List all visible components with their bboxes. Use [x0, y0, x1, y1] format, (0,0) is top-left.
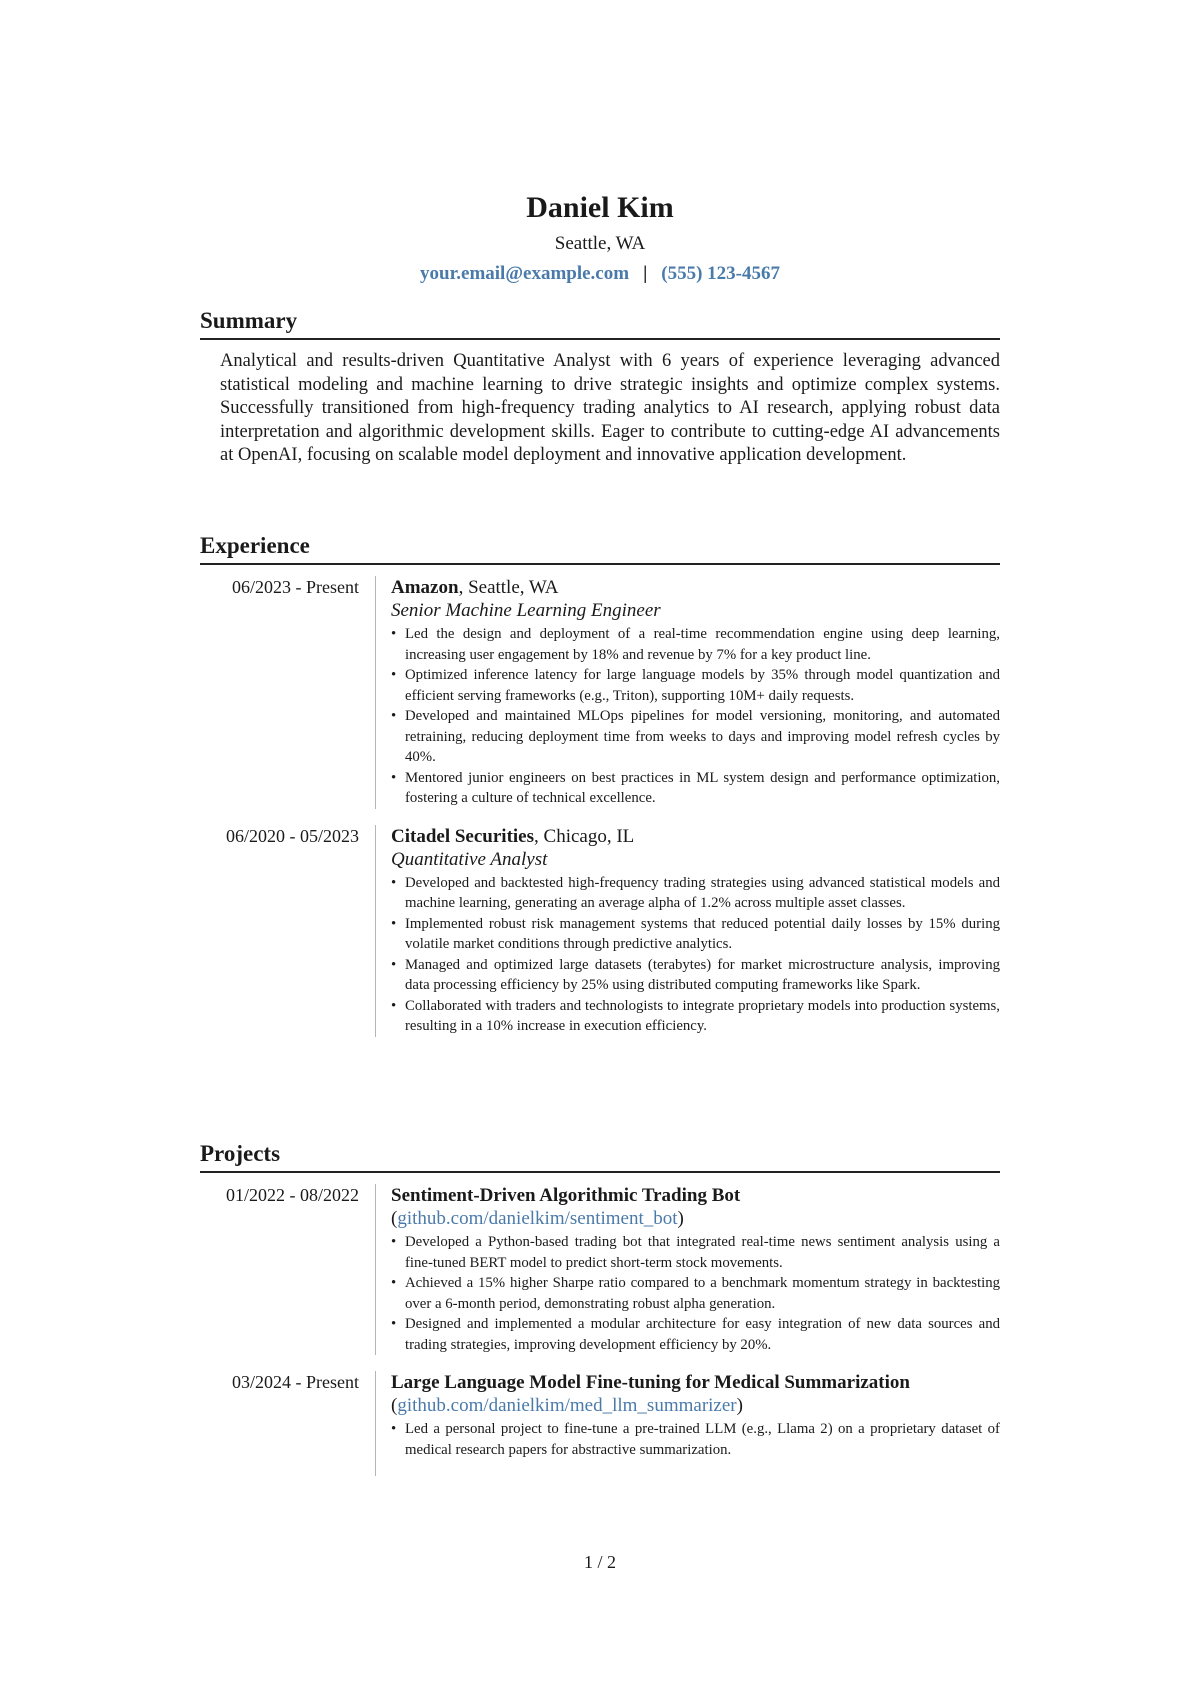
entry-heading [391, 576, 1000, 599]
projects-title: Projects [200, 1140, 1000, 1173]
experience-section [200, 532, 1000, 1037]
summary-title: Summary [200, 307, 1000, 340]
bullet-dot: • [391, 708, 397, 724]
experience-entry [200, 576, 1000, 809]
bullet-list [391, 624, 1000, 809]
bullet-dot: • [391, 997, 397, 1014]
job-title: Quantitative Analyst [391, 848, 548, 870]
job-title: Senior Machine Learning Engineer [391, 600, 661, 621]
bullet-dot: • [391, 874, 397, 891]
candidate-location: Seattle, WA [554, 233, 646, 254]
bullet-item: • Developed and maintained MLOps pipelines for model versioning, monitoring, and automated retraining, reducing deployment time from weeks to days and improving model refresh cycles by 40%. [391, 708, 1000, 765]
bullet-item: • Developed and backtested high-frequency trading strategies using advanced statistical models and machine learning, generating an average alpha of 1.2% across multiple asset classes. [391, 874, 1000, 911]
bullet-item: • Mentored junior engineers on best practices in ML system design and performance optimization, fostering a culture of technical excellence. [391, 769, 1000, 806]
email-link[interactable]: your.email@example.com [420, 263, 630, 284]
bullet-dot: • [391, 1421, 397, 1437]
bullet-dot: • [391, 915, 397, 932]
project-heading: Sentiment-Driven Algorithmic Trading Bot (github.com/danielkim/sentiment_bot) [391, 1185, 741, 1229]
bullet-dot: • [391, 956, 397, 973]
entry-body [375, 1184, 1000, 1355]
bullet-dot: • [391, 667, 397, 683]
entry-date: 03/2024 - Present [232, 1372, 359, 1392]
bullet-item: • Led the design and deployment of a real-time recommendation engine using deep learning, increasing user engagement by 18% and revenue by 7% for a key product line. [391, 626, 1000, 663]
project-name: Sentiment-Driven Algorithmic Trading Bot [391, 1185, 741, 1206]
experience-title: Experience [200, 532, 1000, 565]
bullet-dot: • [391, 1316, 397, 1332]
project-entry [200, 1184, 1000, 1355]
bullet-dot: • [391, 626, 397, 642]
entry-date: 06/2023 - Present [232, 577, 359, 597]
company-location: , Seattle, WA [458, 577, 559, 598]
page-number: 1 / 2 [583, 1552, 616, 1572]
bullet-item: • Designed and implemented a modular architecture for easy integration of new data sources and trading strategies, improving development efficiency by 20%. [391, 1316, 1000, 1353]
company-name: Amazon [391, 577, 459, 598]
projects-section [200, 1140, 1000, 1476]
experience-entry [200, 825, 1000, 1037]
bullet-dot: • [391, 769, 397, 786]
project-name: Large Language Model Fine-tuning for Medical Summarization [391, 1372, 910, 1393]
project-link[interactable]: github.com/danielkim/sentiment_bot [397, 1208, 678, 1229]
company-location: , Chicago, IL [534, 825, 635, 847]
bullet-list [391, 873, 1000, 1037]
bullet-item: • Led a personal project to fine-tune a pre-trained LLM (e.g., Llama 2) on a proprietary dataset of medical research papers for abstractive summarization. [391, 1421, 1000, 1458]
project-link[interactable]: github.com/danielkim/med_llm_summarizer [397, 1395, 737, 1416]
summary-section [200, 307, 1000, 468]
summary-text: Analytical and results-driven Quantitative Analyst with 6 years of experience leveraging advanced statistical modeling and machine learning to drive strategic insights and optimize complex systems. Successfully transitioned from high-frequency trading analytics to AI research, applying robust data interpretation and algorithmic development skills. Eager to contribute to cutting-edge AI advancements at OpenAI, focusing on scalable model deployment and innovative application development. [220, 351, 1000, 465]
project-heading: Large Language Model Fine-tuning for Medical Summarization (github.com/danielkim/med_llm_summarizer) [391, 1372, 910, 1416]
entry-date: 01/2022 - 08/2022 [226, 1185, 359, 1205]
bullet-item: • Achieved a 15% higher Sharpe ratio compared to a benchmark momentum strategy in backtesting over a 6-month period, demonstrating robust alpha generation. [391, 1275, 1000, 1312]
contact-separator: | [643, 263, 648, 284]
entry-body [375, 576, 1000, 809]
bullet-item: • Managed and optimized large datasets (terabytes) for market microstructure analysis, improving data processing efficiency by 25% using distributed computing frameworks like Spark. [391, 956, 1000, 993]
project-entry [200, 1371, 1000, 1476]
resume-page [200, 0, 1000, 1683]
entry-body [375, 825, 1000, 1037]
bullet-list [391, 1232, 1000, 1355]
entry-heading [391, 825, 1000, 848]
resume-header [200, 190, 1000, 286]
bullet-item: • Developed a Python-based trading bot that integrated real-time news sentiment analysis using a fine-tuned BERT model to predict short-term stock movements. [391, 1234, 1000, 1271]
bullet-item: • Optimized inference latency for large language models by 35% through model quantization and efficient serving frameworks (e.g., Triton), supporting 10M+ daily requests. [391, 667, 1000, 704]
contact-line [200, 262, 1000, 286]
bullet-list [391, 1419, 1000, 1460]
candidate-name: Daniel Kim [526, 191, 674, 224]
entry-date: 06/2020 - 05/2023 [226, 825, 359, 846]
company-name: Citadel Securities [391, 825, 535, 847]
bullet-dot: • [391, 1234, 397, 1250]
entry-body [375, 1371, 1000, 1476]
phone-link[interactable]: (555) 123-4567 [661, 263, 780, 284]
bullet-item: • Collaborated with traders and technologists to integrate proprietary models into production systems, resulting in a 10% increase in execution efficiency. [391, 997, 1000, 1034]
bullet-item: • Implemented robust risk management systems that reduced potential daily losses by 15% during volatile market conditions through predictive analytics. [391, 915, 1000, 952]
bullet-dot: • [391, 1275, 397, 1291]
